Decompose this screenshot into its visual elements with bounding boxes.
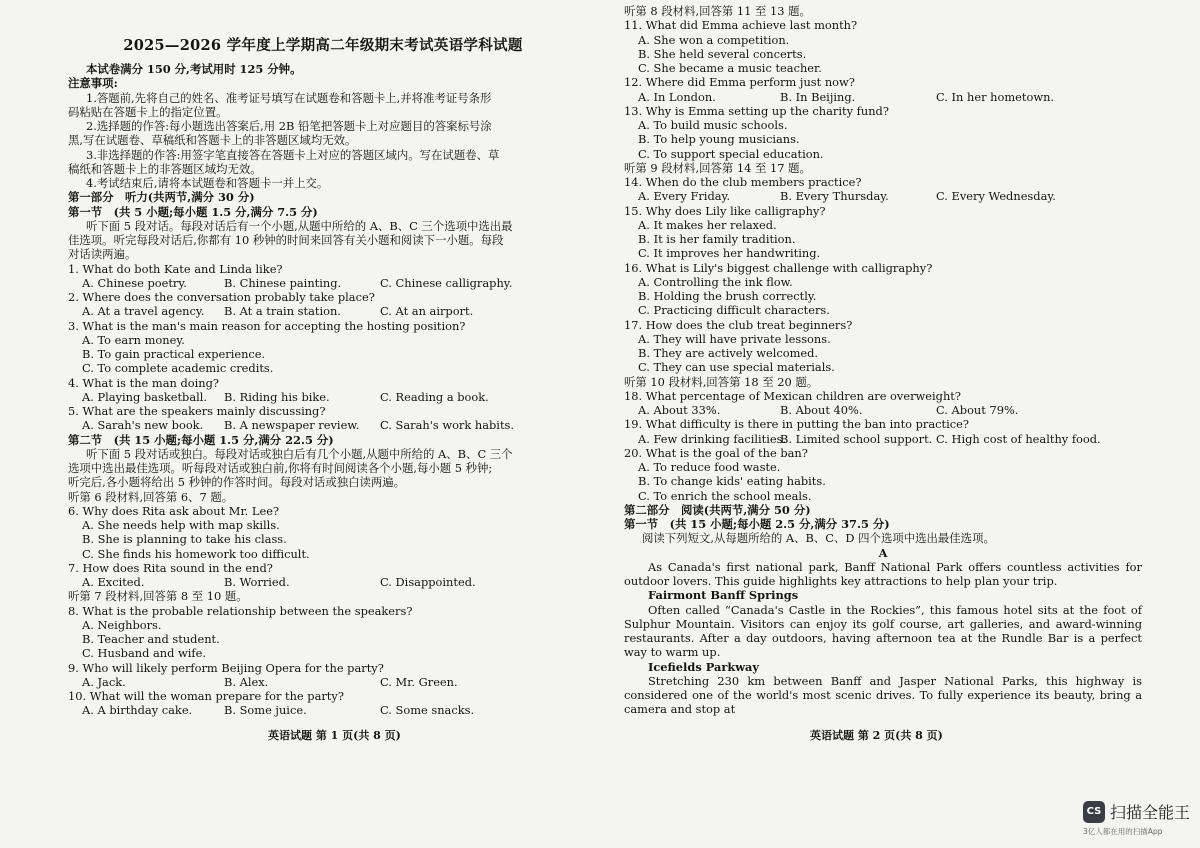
option: B. She held several concerts. <box>638 46 807 61</box>
option: C. Disappointed. <box>380 575 476 589</box>
exam-title: 2025—2026 学年度上学期高二年级期末考试英语学科试题 <box>123 37 523 54</box>
options-row <box>624 189 1142 203</box>
option: B. Some juice. <box>224 703 307 718</box>
option: B. In Beijing. <box>780 89 856 104</box>
watermark-tagline: 3亿人都在用的扫描App <box>1083 827 1163 836</box>
option: B. Holding the brush correctly. <box>638 289 817 303</box>
notice-line: 黑,写在试题卷、草稿纸和答题卡上的非答题区域均无效。 <box>68 133 357 148</box>
option: A. They will have private lessons. <box>638 331 831 346</box>
options-row <box>68 418 578 432</box>
material-heading: 听第 7 段材料,回答第 8 至 10 题。 <box>68 589 248 604</box>
question: 14. When do the club members practice? <box>624 175 862 189</box>
instruction-line: 听完后,各小题将给出 5 秒钟的作答时间。每段对话或独白读两遍。 <box>68 475 406 490</box>
option: B. To gain practical experience. <box>82 347 266 361</box>
option: C. Chinese calligraphy. <box>380 275 513 290</box>
option: C. To enrich the school meals. <box>638 488 812 503</box>
option: B. Alex. <box>224 674 269 689</box>
option: A. Chinese poetry. <box>82 275 187 290</box>
option: C. About 79%. <box>936 403 1019 417</box>
question: 2. Where does the conversation probably take place? <box>68 290 375 304</box>
option: C. At an airport. <box>380 304 474 319</box>
option: B. About 40%. <box>780 403 863 417</box>
question: 8. What is the probable relationship between the speakers? <box>68 603 413 618</box>
exam-page-2 <box>600 0 1200 848</box>
question: 20. What is the goal of the ban? <box>624 445 808 460</box>
notice-line: 4.考试结束后,请将本试题卷和答题卡一并上交。 <box>86 176 329 190</box>
option: A. To build music schools. <box>638 118 788 132</box>
option: A. Few drinking facilities. <box>638 431 787 446</box>
question: 16. What is Lily's biggest challenge with calligraphy? <box>624 260 933 275</box>
options-row <box>68 703 578 717</box>
question: 1. What do both Kate and Linda like? <box>68 261 283 276</box>
section-heading: 第一节 (共 15 小题;每小题 2.5 分,满分 37.5 分) <box>624 517 890 531</box>
option: C. It improves her handwriting. <box>638 246 821 261</box>
question: 9. Who will likely perform Beijing Opera for the party? <box>68 660 384 675</box>
exam-info: 本试卷满分 150 分,考试用时 125 分钟。 <box>86 62 302 76</box>
material-heading: 听第 10 段材料,回答第 18 至 20 题。 <box>624 374 819 389</box>
question: 5. What are the speakers mainly discussing? <box>68 404 326 418</box>
option: C. Husband and wife. <box>82 646 207 661</box>
material-heading: 听第 9 段材料,回答第 14 至 17 题。 <box>624 160 811 175</box>
option: A. To earn money. <box>82 332 185 347</box>
option: A. Controlling the ink flow. <box>638 274 793 289</box>
option: A. She needs help with map skills. <box>82 518 280 532</box>
notice-line: 码粘贴在答题卡上的指定位置。 <box>68 104 228 119</box>
options-row <box>68 390 578 404</box>
option: C. Reading a book. <box>380 389 489 404</box>
camscanner-logo-icon: CS <box>1083 801 1105 823</box>
option: A. About 33%. <box>638 403 721 417</box>
option: A. To reduce food waste. <box>638 460 781 474</box>
passage-paragraph: Stretching 230 km between Banff and Jasper National Parks, this highway is considered one of the world's most scenic drives. To fully experience its beauty, bring a camera and stop at <box>624 673 1142 717</box>
notice-line: 1.答题前,先将自己的姓名、准考证号填写在试题卷和答题卡上,并将准考证号条形 <box>86 90 492 105</box>
option: B. They are actively welcomed. <box>638 346 819 360</box>
section-heading: 第一节 (共 5 小题;每小题 1.5 分,满分 7.5 分) <box>68 204 318 219</box>
option: C. Mr. Green. <box>380 674 458 689</box>
question: 6. Why does Rita ask about Mr. Lee? <box>68 503 280 518</box>
option: B. Worried. <box>224 575 290 589</box>
notice-title: 注意事项: <box>68 76 118 91</box>
option: A. Every Friday. <box>638 189 731 204</box>
question: 7. How does Rita sound in the end? <box>68 560 273 575</box>
instruction-line: 对话读两遍。 <box>68 247 137 262</box>
option: A. At a travel agency. <box>82 304 205 319</box>
question: 3. What is the man's main reason for accepting the hosting position? <box>68 318 466 333</box>
option: A. In London. <box>638 89 716 104</box>
page-footer: 英语试题 第 2 页(共 8 页) <box>810 729 943 742</box>
option: B. Chinese painting. <box>224 275 342 290</box>
instruction-line: 佳选项。听完每段对话后,你都有 10 秒钟的时间来回答有关小题和阅读下一小题。每段 <box>68 233 504 247</box>
question: 10. What will the woman prepare for the party? <box>68 689 344 703</box>
passage-subheading: Icefields Parkway <box>648 659 760 674</box>
option: A. Playing basketball. <box>82 389 208 404</box>
option: B. To help young musicians. <box>638 132 800 147</box>
passage-intro: As Canada's first national park, Banff National Park offers countless activities for outdoor lovers. This guide highlights key attractions to help plan your trip. <box>624 559 1142 588</box>
options-row <box>624 90 1142 104</box>
instruction-line: 听下面 5 段对话或独白。每段对话或独白后有几个小题,从题中所给的 A、B、C 三个 <box>86 446 513 461</box>
passage-paragraph: Often called “Canada's Castle in the Rockies”, this famous hotel sits at the foot of Sulphur Mountain. Visitors can enjoy its golf course, art galleries, and award-winning restaurants. After a day outdoors, having afternoon tea at the Rundle Bar is a perfect way to warm up. <box>624 602 1142 660</box>
option: B. At a train station. <box>224 304 341 319</box>
notice-line: 稿纸和答题卡上的非答题区域均无效。 <box>68 161 262 176</box>
question: 17. How does the club treat beginners? <box>624 317 853 332</box>
notice-line: 3.非选择题的作答:用签字笔直接答在答题卡上对应的答题区域内。写在试题卷、草 <box>86 147 500 162</box>
option: C. Every Wednesday. <box>936 189 1056 204</box>
instruction-line: 选项中选出最佳选项。听每段对话或独白前,你将有时间阅读各个小题,每小题 5 秒钟; <box>68 461 493 475</box>
question: 12. Where did Emma perform just now? <box>624 75 855 90</box>
option: B. She is planning to take his class. <box>82 532 287 547</box>
option: B. It is her family tradition. <box>638 232 796 246</box>
options-row <box>624 432 1142 446</box>
option: B. To change kids' eating habits. <box>638 474 826 489</box>
option: A. Jack. <box>82 674 126 689</box>
option: A. It makes her relaxed. <box>638 217 777 232</box>
option: C. She became a music teacher. <box>638 61 822 75</box>
option: C. To complete academic credits. <box>82 361 274 376</box>
option: B. Limited school support. <box>780 431 933 446</box>
question: 13. Why is Emma setting up the charity fund? <box>624 103 889 118</box>
instruction-line: 阅读下列短文,从每题所给的 A、B、C、D 四个选项中选出最佳选项。 <box>642 531 995 546</box>
page-footer: 英语试题 第 1 页(共 8 页) <box>268 729 401 742</box>
option: C. Practicing difficult characters. <box>638 303 830 318</box>
watermark-brand: 扫描全能王 <box>1110 803 1191 822</box>
option: A. Excited. <box>82 575 145 589</box>
material-heading: 听第 6 段材料,回答第 6、7 题。 <box>68 489 234 504</box>
option: C. She finds his homework too difficult. <box>82 546 310 561</box>
part-heading: 第一部分 听力(共两节,满分 30 分) <box>68 190 255 205</box>
option: B. Teacher and student. <box>82 632 220 646</box>
part-heading: 第二部分 阅读(共两节,满分 50 分) <box>624 502 811 517</box>
question: 18. What percentage of Mexican children are overweight? <box>624 388 961 403</box>
options-row <box>68 675 578 689</box>
material-heading: 听第 8 段材料,回答第 11 至 13 题。 <box>624 4 811 18</box>
options-row <box>68 575 578 589</box>
options-row <box>68 304 578 318</box>
question: 11. What did Emma achieve last month? <box>624 18 858 33</box>
option: C. To support special education. <box>638 146 824 161</box>
scanner-watermark <box>1083 800 1190 823</box>
options-row <box>624 403 1142 417</box>
option: C. In her hometown. <box>936 89 1055 104</box>
option: C. Some snacks. <box>380 703 475 718</box>
option: A. Sarah's new book. <box>82 418 204 433</box>
option: C. Sarah's work habits. <box>380 418 514 433</box>
passage-subheading: Fairmont Banff Springs <box>648 588 799 603</box>
question: 19. What difficulty is there in putting the ban into practice? <box>624 417 969 432</box>
option: B. Every Thursday. <box>780 189 889 204</box>
option: B. A newspaper review. <box>224 418 360 433</box>
instruction-line: 听下面 5 段对话。每段对话后有一个小题,从题中所给的 A、B、C 三个选项中选出最 <box>86 218 513 233</box>
passage-letter: A <box>878 545 888 560</box>
option: A. A birthday cake. <box>82 703 193 718</box>
options-row <box>68 276 578 290</box>
option: C. They can use special materials. <box>638 360 835 375</box>
option: A. Neighbors. <box>82 617 162 632</box>
option: B. Riding his bike. <box>224 389 330 404</box>
option: C. High cost of healthy food. <box>936 431 1101 446</box>
option: A. She won a competition. <box>638 32 790 47</box>
question: 4. What is the man doing? <box>68 375 219 390</box>
question: 15. Why does Lily like calligraphy? <box>624 203 826 218</box>
section-heading: 第二节 (共 15 小题;每小题 1.5 分,满分 22.5 分) <box>68 432 334 447</box>
notice-line: 2.选择题的作答:每小题选出答案后,用 2B 铅笔把答题卡上对应题目的答案标号涂 <box>86 119 492 133</box>
